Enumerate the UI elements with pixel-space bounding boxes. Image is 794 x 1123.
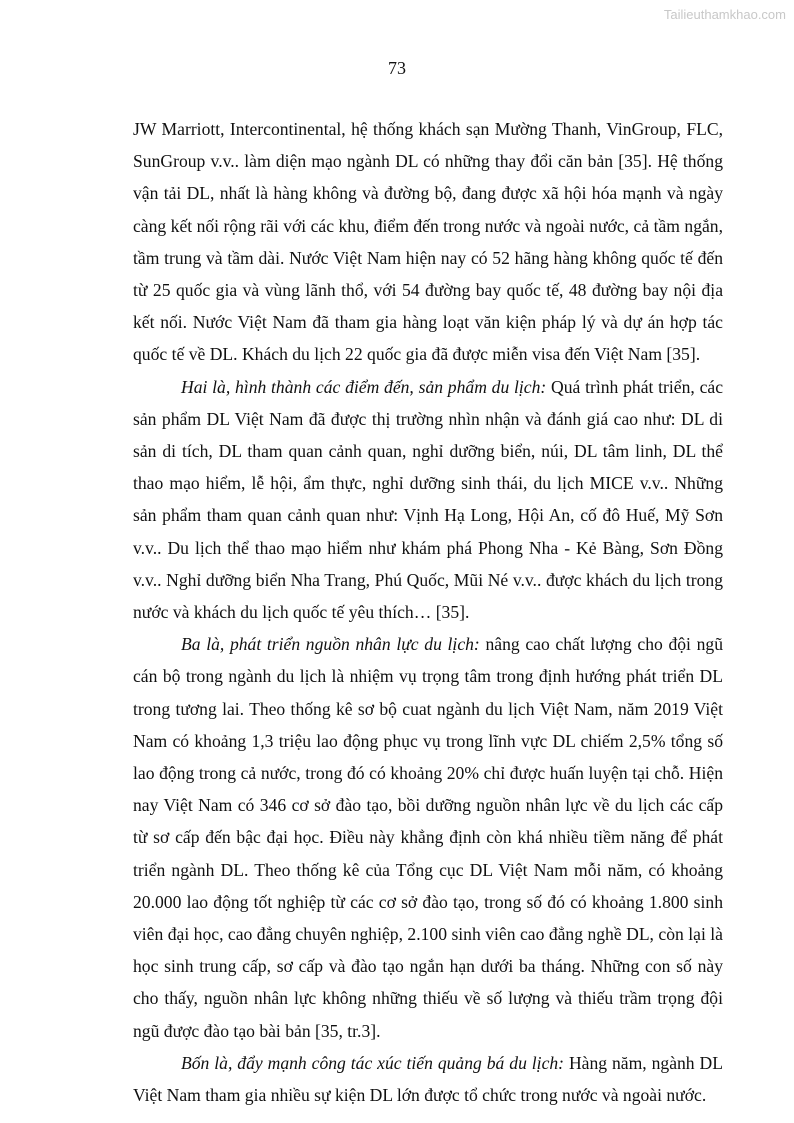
paragraph: [133, 113, 723, 371]
document-body: [133, 113, 723, 1111]
page-number: 73: [388, 58, 406, 78]
paragraph: [133, 628, 723, 1047]
paragraph-lead: Hai là, hình thành các điểm đến, sản phẩm du lịch:: [181, 376, 547, 397]
paragraph-lead: Bốn là, đẩy mạnh công tác xúc tiến quảng bá du lịch:: [181, 1052, 565, 1073]
paragraph-text: JW Marriott, Intercontinental, hệ thống khách sạn Mường Thanh, VinGroup, FLC, SunGroup v.v.. làm diện mạo ngành DL có những thay đổi căn bản [35]. Hệ thống vận tải DL, nhất là hàng không và đường bộ, đang được xã hội hóa mạnh và ngày càng kết nối rộng rãi với các khu, điểm đến trong nước và ngoài nước, cả tầm ngắn, tầm trung và tầm dài. Nước Việt Nam hiện nay có 52 hãng hàng không quốc tế đến từ 25 quốc gia và vùng lãnh thổ, với 54 đường bay quốc tế, 48 đường bay nội địa kết nối. Nước Việt Nam đã tham gia hàng loạt văn kiện pháp lý và dự án hợp tác quốc tế về DL. Khách du lịch 22 quốc gia đã được miễn visa đến Việt Nam [35].: [133, 119, 723, 365]
paragraph-text: nâng cao chất lượng cho đội ngũ cán bộ trong ngành du lịch là nhiệm vụ trọng tâm trong định hướng phát triển DL trong tương lai. Theo thống kê sơ bộ cuat ngành du lịch Việt Nam, năm 2019 Việt Nam có khoảng 1,3 triệu lao động phục vụ trong lĩnh vực DL chiếm 2,5% tổng số lao động trong cả nước, trong đó có khoảng 20% chỉ được huấn luyện tại chỗ. Hiện nay Việt Nam có 346 cơ sở đào tạo, bồi dưỡng nguồn nhân lực về du lịch các cấp từ sơ cấp đến bậc đại học. Điều này khẳng định còn khá nhiều tiềm năng để phát triển ngành DL. Theo thống kê của Tổng cục DL Việt Nam mỗi năm, có khoảng 20.000 lao động tốt nghiệp từ các cơ sở đào tạo, trong số đó có khoảng 1.800 sinh viên đại học, cao đẳng chuyên nghiệp, 2.100 sinh viên cao đẳng nghề DL, còn lại là học sinh trung cấp, sơ cấp và đào tạo ngắn hạn dưới ba tháng. Những con số này cho thấy, nguồn nhân lực không những thiếu về số lượng và thiếu trầm trọng đội ngũ được đào tạo bài bản [35, tr.3].: [133, 634, 723, 1041]
paragraph: [133, 1047, 723, 1111]
watermark: Tailieuthamkhao.com: [663, 7, 786, 22]
paragraph-text: Quá trình phát triển, các sản phẩm DL Việt Nam đã được thị trường nhìn nhận và đánh giá cao như: DL di sản di tích, DL tham quan cảnh quan, nghỉ dưỡng biển, núi, DL tâm linh, DL thể thao mạo hiểm, lễ hội, ẩm thực, nghỉ dưỡng sinh thái, du lịch MICE v.v.. Những sản phẩm tham quan cảnh quan như: Vịnh Hạ Long, Hội An, cố đô Huế, Mỹ Sơn v.v.. Du lịch thể thao mạo hiểm như khám phá Phong Nha - Kẻ Bàng, Sơn Đồng v.v.. Nghỉ dưỡng biển Nha Trang, Phú Quốc, Mũi Né v.v.. được khách du lịch trong nước và khách du lịch quốc tế yêu thích… [35].: [133, 376, 724, 623]
paragraph: [133, 371, 723, 629]
paragraph-text: Hàng năm, ngành DL Việt Nam tham gia nhiều sự kiện DL lớn được tổ chức trong nước và ngoài nước.: [133, 1052, 723, 1106]
paragraph-lead: Ba là, phát triển nguồn nhân lực du lịch:: [181, 634, 480, 655]
